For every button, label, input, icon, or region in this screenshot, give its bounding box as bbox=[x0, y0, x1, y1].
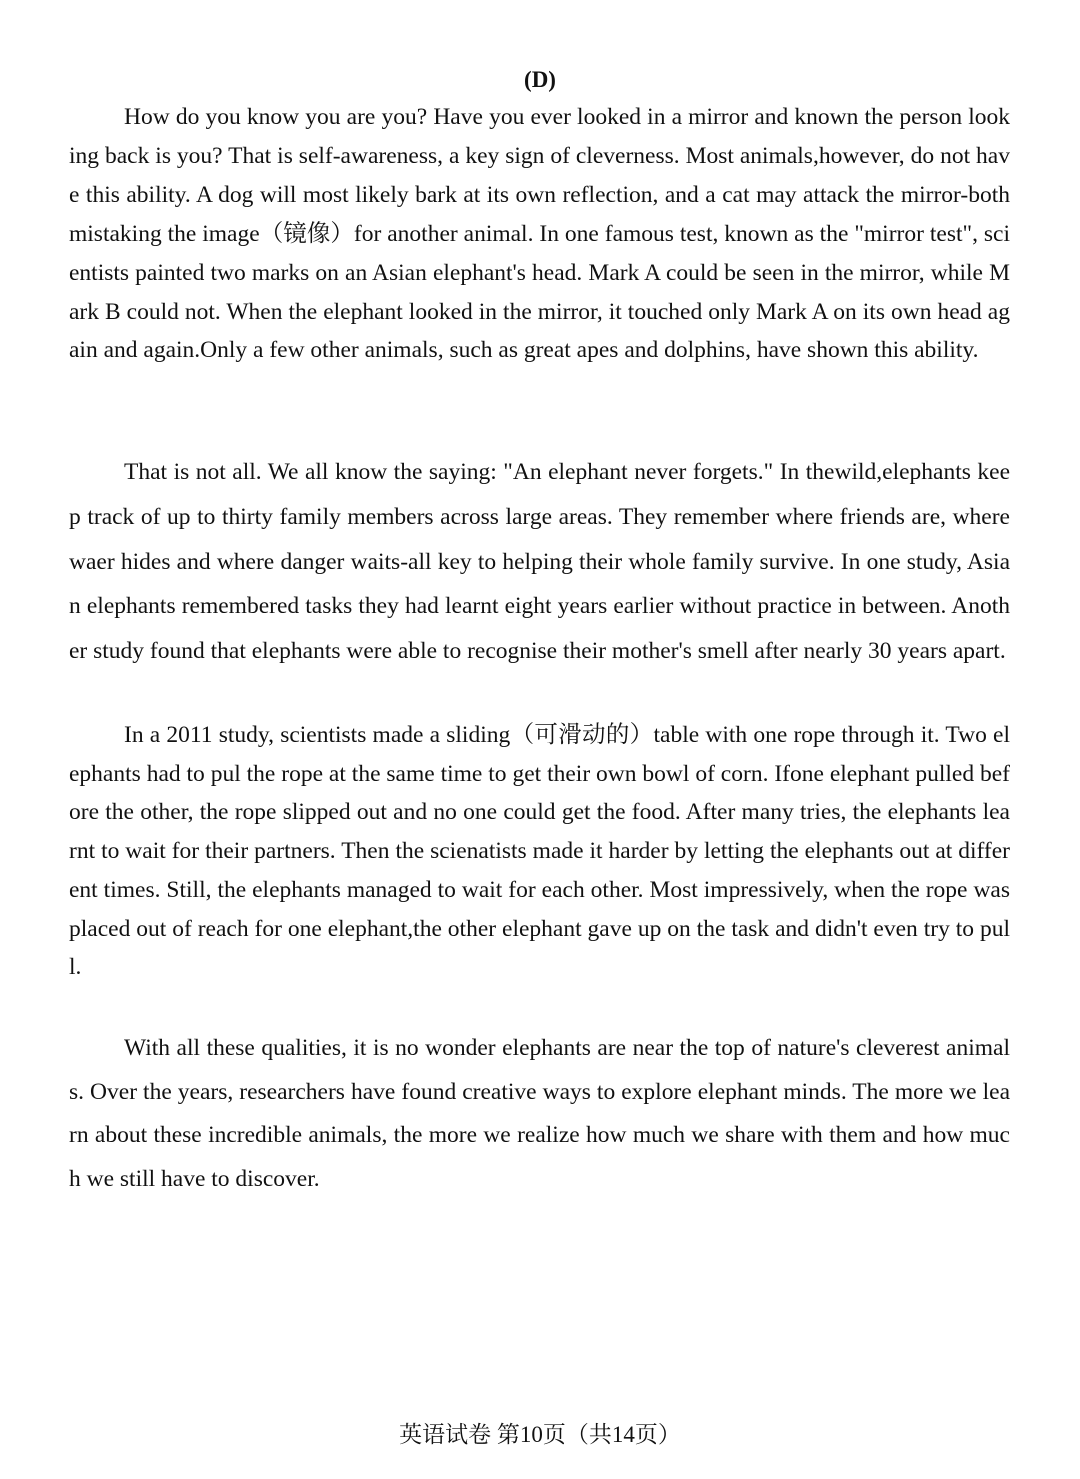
page-footer: 英语试卷 第10页（共14页） bbox=[399, 1422, 681, 1447]
paragraph-4: With all these qualities, it is no wonder elephants are near the top of nature's cleverest animals. Over the years, researchers have found creative ways to explore elephant minds. The more we learn about these incredible animals, the more we realize how much we share with them and how much we still have to discover. bbox=[69, 1035, 1010, 1193]
paragraph-2: That is not all. We all know the saying: "An elephant never forgets." In thewild,elephants keep track of up to thirty family members across large areas. They remember where friends are, where waer hides and where danger waits-all key to helping their whole family survive. In one study, Asian elephants remembered tasks they had learnt eight years earlier without practice in between. Another study found that elephants were able to recognise their mother's smell after nearly 30 years apart. bbox=[69, 459, 1010, 665]
section-title: (D) bbox=[524, 67, 556, 92]
paragraph-1: How do you know you are you? Have you ever looked in a mirror and known the person looking back is you? That is self-awareness, a key sign of cleverness. Most animals,however, do not have this ability. A dog will most likely bark at its own reflection, and a cat may attack the mirror-both mistaking the image（镜像）for another animal. In one famous test, known as the "mirror test", scientists painted two marks on an Asian elephant's head. Mark A could be seen in the mirror, while Mark B could not. When the elephant looked in the mirror, it touched only Mark A on its own head again and again.Only a few other animals, such as great apes and dolphins, have shown this ability. bbox=[69, 104, 1010, 364]
paragraph-3: In a 2011 study, scientists made a sliding（可滑动的）table with one rope through it. Two elephants had to pul the rope at the same time to get their own bowl of corn. Ifone elephant pulled before the other, the rope slipped out and no one could get the food. After many tries, the elephants learnt to wait for their partners. Then the scienatists made it harder by letting the elephants out at different times. Still, the elephants managed to wait for each other. Most impressively, when the rope was placed out of reach for one elephant,the other elephant gave up on the task and didn't even try to pull. bbox=[69, 722, 1010, 981]
